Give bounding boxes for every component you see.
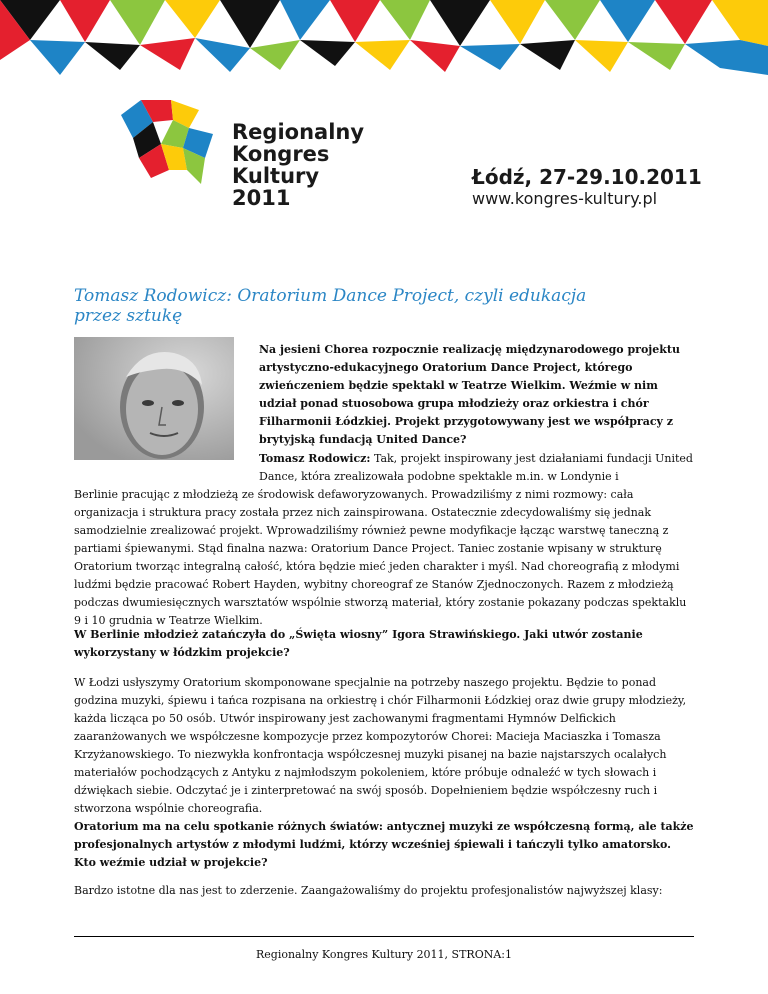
footer-divider bbox=[74, 936, 694, 937]
logo-line-1: Regionalny bbox=[232, 120, 365, 144]
answer-1-first-lines bbox=[259, 450, 699, 486]
portrait-photo bbox=[74, 337, 234, 460]
logo-line-3: Kultury bbox=[232, 164, 320, 188]
question-3: Oratorium ma na celu spotkanie różnych światów: antycznej muzyki ze współczesną formą, ale także profesjonalnych artystów z młodymi ludźmi, którzy wcześniej śpiewali i tańczyli tylko amatorsko. Kto weźmie udział w projekcie? bbox=[74, 820, 694, 869]
event-url[interactable]: www.kongres-kultury.pl bbox=[472, 189, 658, 208]
answer-1-speaker: Tomasz Rodowicz: bbox=[259, 452, 371, 465]
logo-line-2: Kongres bbox=[232, 142, 330, 166]
event-date: Łódź, 27-29.10.2011 bbox=[472, 165, 702, 189]
logo-line-4: 2011 bbox=[232, 186, 291, 210]
answer-2: W Łodzi usłyszymy Oratorium skomponowane specjalnie na potrzeby naszego projektu. Będzie to ponad godzina muzyki, śpiewu i tańca rozpisana na orkiestrę i chór Filharmonii Łódzkiej oraz dwie grupy młodzieży, każda licząca po 50 osób. Utwór inspirowany jest zachowanymi fragmentami Hymnów Delfickich zaaranżowanych we współczesne kompozycje przez kompozytorów Chorei: Macieja Maciaszka i Tomasza Krzyżanowskiego. To niezwykła konfrontacja współczesnej muzyki pisanej na bazie najstarszych ocalałych materiałów pochodzących z Antyku z najmłodszym pokoleniem, które próbuje odnaleźć w tych słowach i dźwiękach siebie. Odczytać je i zinterpretować na swój sposób. Dopełnieniem będzie współczesny ruch i stworzona wspólnie choreografia. bbox=[74, 676, 687, 815]
answer-1-start: Tak, projekt inspirowany jest działaniami fundacji United Dance, która zrealizowała podobne spektakle m.in. w Londynie i bbox=[259, 452, 693, 483]
question-2: W Berlinie młodzież zatańczyła do „Święta wiosny” Igora Strawińskiego. Jaki utwór zostanie wykorzystany w łódzkim projekcie? bbox=[74, 628, 643, 659]
logo-icon bbox=[121, 100, 219, 188]
header-banner bbox=[0, 0, 768, 75]
answer-3: Bardzo istotne dla nas jest to zderzenie. Zaangażowaliśmy do projektu profesjonalistów najwyższej klasy: bbox=[74, 884, 663, 897]
article-title: Tomasz Rodowicz: Oratorium Dance Project, czyli edukacja przez sztukę bbox=[74, 286, 587, 326]
lead-question: Na jesieni Chorea rozpocznie realizację międzynarodowego projektu artystyczno-edukacyjnego Oratorium Dance Project, którego zwieńczeniem będzie spektakl w Teatrze Wielkim. Weźmie w nim udział ponad stuosobowa grupa młodzieży oraz orkiestra i chór Filharmonii Łódzkiej. Projekt przygotowywany jest we współpracy z brytyjską fundacją United Dance? bbox=[259, 343, 680, 446]
answer-1-rest: Berlinie pracując z młodzieżą ze środowisk defaworyzowanych. Prowadziliśmy z nimi rozmowy: cała organizacja i struktura pracy została przez nich zainspirowana. Ostatecznie zdecydowaliśmy się jednak samodzielnie zrealizować projekt. Wprowadziliśmy również pewne modyfikacje łącząc warstwę taneczną z partiami śpiewanymi. Stąd finalna nazwa: Oratorium Dance Project. Taniec zostanie wpisany w strukturę Oratorium tworząc integralną całość, która będzie mieć jeden charakter i myśl. Nad choreografią z młodymi ludźmi będzie pracować Robert Hayden, wybitny choreograf ze Stanów Zjednoczonych. Razem z młodzieżą podczas dwumiesięcznych warsztatów wspólnie stworzą materiał, który zostanie pokazany podczas spektaklu 9 i 10 grudnia w Teatrze Wielkim. bbox=[74, 488, 687, 627]
page-footer: Regionalny Kongres Kultury 2011, STRONA:1 bbox=[256, 948, 512, 961]
